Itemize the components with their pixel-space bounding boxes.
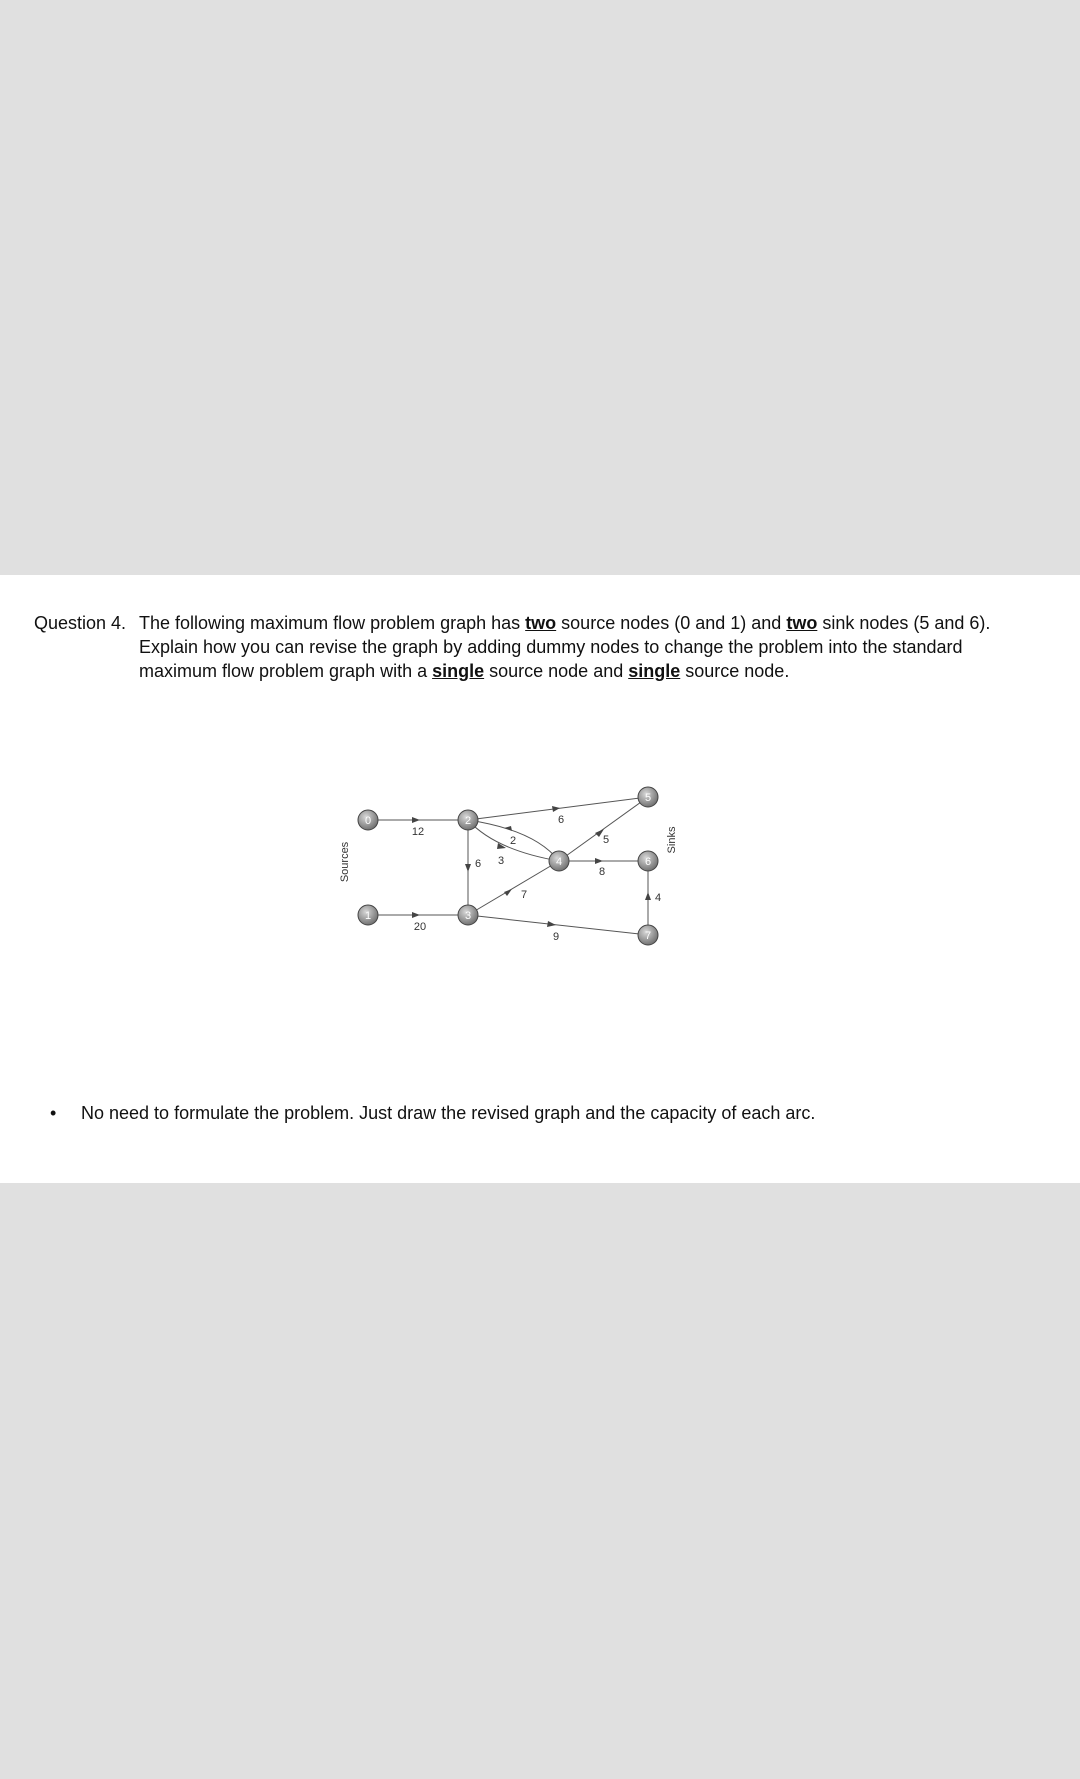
node-5-label: 5 <box>644 792 652 804</box>
node-1 <box>358 905 378 925</box>
capacity-3-4: 7 <box>520 889 528 901</box>
max-flow-graph <box>330 775 700 950</box>
emphasis-two-sources: two <box>525 613 557 633</box>
arrowhead-3-4 <box>504 889 512 896</box>
arrowhead-2-3 <box>465 864 471 872</box>
text-run: source node. <box>680 661 790 681</box>
sinks-label: Sinks <box>666 826 678 854</box>
emphasis-single-source: single <box>432 661 485 681</box>
arrowhead-4-6 <box>595 858 603 864</box>
text-run: source node and <box>484 661 629 681</box>
node-7 <box>638 925 658 945</box>
capacity-7-6: 4 <box>654 892 662 904</box>
text-run: sink nodes (5 and 6). <box>817 613 991 633</box>
capacity-3-7: 9 <box>552 931 560 943</box>
bullet-text: No need to formulate the problem. Just draw the revised graph and the capacity of each arc. <box>81 1103 816 1123</box>
arrowhead-1-3 <box>412 912 420 918</box>
arc-3-4 <box>468 861 559 915</box>
text-run: The following maximum flow problem graph has <box>139 613 526 633</box>
capacity-4-5: 5 <box>602 834 610 846</box>
arrowhead-2-5 <box>552 806 560 812</box>
question-line-2: Explain how you can revise the graph by adding dummy nodes to change the problem into the standard <box>139 637 963 657</box>
capacity-4-2: 2 <box>509 835 517 847</box>
text-run: source nodes (0 and 1) and <box>556 613 787 633</box>
question-text <box>139 611 1059 683</box>
capacity-4-6: 8 <box>598 866 606 878</box>
node-4-label: 4 <box>555 856 563 868</box>
text-run: maximum flow problem graph with a <box>139 661 433 681</box>
question-number: Question 4. <box>34 613 127 633</box>
node-3-label: 3 <box>464 910 472 922</box>
node-1-label: 1 <box>364 910 372 922</box>
document-page <box>0 575 1080 1183</box>
emphasis-two-sinks: two <box>786 613 818 633</box>
node-2-label: 2 <box>464 815 472 827</box>
node-5 <box>638 787 658 807</box>
node-4 <box>549 851 569 871</box>
capacity-1-3: 20 <box>413 921 427 933</box>
capacity-0-2: 12 <box>411 826 425 838</box>
sources-label: Sources <box>339 841 351 883</box>
emphasis-single-sink: single <box>628 661 681 681</box>
question-line-3 <box>139 659 1059 683</box>
node-0-label: 0 <box>364 815 372 827</box>
node-0 <box>358 810 378 830</box>
node-2 <box>458 810 478 830</box>
capacity-2-3: 6 <box>474 858 482 870</box>
node-6 <box>638 851 658 871</box>
bullet-symbol: • <box>50 1103 57 1123</box>
arrowhead-7-6 <box>645 892 651 900</box>
capacity-2-4: 3 <box>497 855 505 867</box>
node-3 <box>458 905 478 925</box>
node-6-label: 6 <box>644 856 652 868</box>
question-line-1 <box>139 611 1059 635</box>
capacity-2-5: 6 <box>557 814 565 826</box>
node-7-label: 7 <box>644 930 652 942</box>
arrowhead-0-2 <box>412 817 420 823</box>
arrowhead-3-7 <box>547 921 556 927</box>
